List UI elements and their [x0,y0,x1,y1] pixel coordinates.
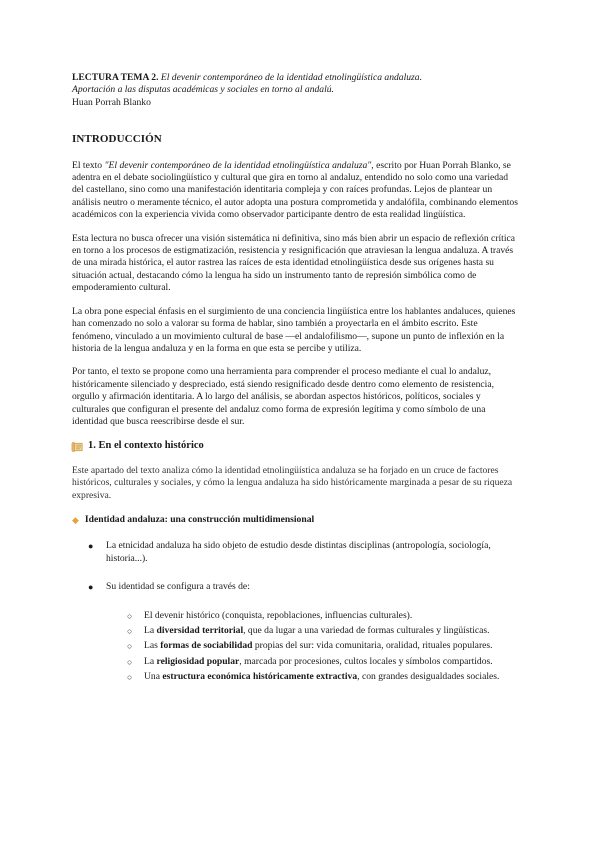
sublist-item-text: El devenir histórico (conquista, repoblaciones, influencias culturales). [144,609,413,621]
bullet-circle-icon: ○ [127,626,133,636]
sublist-item [127,625,518,637]
identity-heading-text: Identidad andaluza: una construcción multidimensional [84,513,315,525]
p1-quoted-title: "El devenir contemporáneo de la identidad etnolingüística andaluza" [104,159,372,171]
identity-list [72,540,518,593]
bullet-circle-icon: ○ [127,610,133,621]
lecture-label: LECTURA TEMA 2 [72,72,157,83]
text-post: , marcada por procesiones, cultos locales y símbolos compartidos. [239,655,493,667]
text-bold: religiosidad popular [156,655,240,667]
title-separator: . [156,72,161,83]
text-bold: estructura económica históricamente extractiva [162,671,358,683]
document-page [72,72,518,687]
text-bold: diversidad territorial [156,625,244,636]
bullet-circle-icon: ○ [127,656,133,667]
list-item-text: La etnicidad andaluza ha sido objeto de estudio desde distintas disciplinas (antropología, sociología, historia...). [106,540,491,564]
sublist-item-text [144,671,499,683]
intro-paragraph-2: Esta lectura no busca ofrecer una visión sistemática ni definitiva, sino más bien abrir un espacio de reflexión crítica en torno a los procesos de estigmatización, resistencia y resignificación que atraviesan la lengua andaluza. A través de una mirada histórica, el autor rastrea las raíces de esta identidad etnolingüística desde sus orígenes hasta su situación actual, destacando cómo la lengua ha sido un instrumento tanto de represión simbólica como de empoderamiento cultural. [72,232,516,294]
section-1-heading [71,440,518,452]
bullet-dot-icon: ● [88,541,94,552]
text-post: , con grandes desigualdades sociales. [357,671,500,683]
subtitle-line [72,84,518,96]
section-1-title: 1. En el contexto histórico [88,440,204,452]
document-title: El devenir contemporáneo de la identidad etnolingüística andaluza. [160,72,422,83]
bullet-dot-icon: ● [88,582,94,593]
bullet-circle-icon: ○ [127,672,133,683]
identity-sublist [72,610,518,684]
bullet-circle-icon: ○ [127,641,133,652]
sublist-item [127,656,518,668]
sublist-item-text [144,625,490,637]
diamond-icon: ◆ [72,514,79,525]
document-subtitle: Aportación a las disputas académicas y sociales en torno al andalú. [72,84,334,96]
intro-paragraph-1 [72,160,518,222]
identity-bullet-heading [72,514,518,526]
p1-rest: , escrito por Huan Porrah Blanko, se adentra en el debate sociolingüístico y cultural que gira en torno al andaluz, entendido no solo como una variedad del castellano, sino como una manifestación identitaria compleja y con raíces profundas. Lejos de plantear un análisis neutro o meramente técnico, el autor adopta una postura comprometida y andalófila, combinando elementos académicos con la experiencia vivida como observador participante dentro de esta realidad lingüística. [72,159,518,221]
text-bold: formas de sociabilidad [160,640,253,652]
intro-heading: INTRODUCCIÓN [72,133,162,146]
intro-paragraph-4: Por tanto, el texto se propone como una herramienta para comprender el proceso mediante el cual lo andaluz, históricamente silenciado y despreciado, está siendo resignificado desde dentro como elemento de resistencia, orgullo y afirmación identitaria. A lo largo del análisis, se abordan aspectos históricos, políticos, sociales y culturales que configuran el presente del andaluz como forma de expresión legítima y como símbolo de una identidad que busca reescribirse desde el sur. [72,366,494,427]
sublist-item [127,610,518,622]
scroll-icon [71,441,84,453]
section-1-intro: Este apartado del texto analiza cómo la identidad etnolingüística andaluza se ha forjado en un cruce de factores históricos, culturales y sociales, y cómo la lengua andaluza ha sido históricamente marginada a pesar de su riqueza expresiva. [72,464,513,501]
intro-paragraph-3: La obra pone especial énfasis en el surgimiento de una conciencia lingüística entre los hablantes andaluces, quienes han comenzado no solo a valorar su forma de hablar, sino también a proyectarla en el ámbito escrito. Este fenómeno, vinculado a un movimiento cultural de base —el andalofilismo—, supone un punto de inflexión en la historia de la lengua andaluza y en la forma en que esta se percibe y utiliza. [72,305,516,354]
sublist-item-text [144,656,493,668]
list-item-text: Su identidad se configura a través de: [106,581,250,593]
text-pre: La [144,655,157,667]
document-header [72,72,518,84]
text-post: propias del sur: vida comunitaria, oralidad, rituales populares. [252,640,493,652]
list-item [88,581,518,593]
sublist-item [127,671,518,683]
text-pre: La [144,625,157,636]
author-name: Huan Porrah Blanko [72,96,151,108]
text-post: , que da lugar a una variedad de formas culturales y lingüísticas. [243,625,490,636]
list-item [88,540,518,565]
p1-start: El texto [72,159,105,171]
text-pre: Las [144,640,161,652]
sublist-item-text [144,640,493,652]
sublist-item [127,640,518,652]
text-pre: Una [144,671,163,683]
